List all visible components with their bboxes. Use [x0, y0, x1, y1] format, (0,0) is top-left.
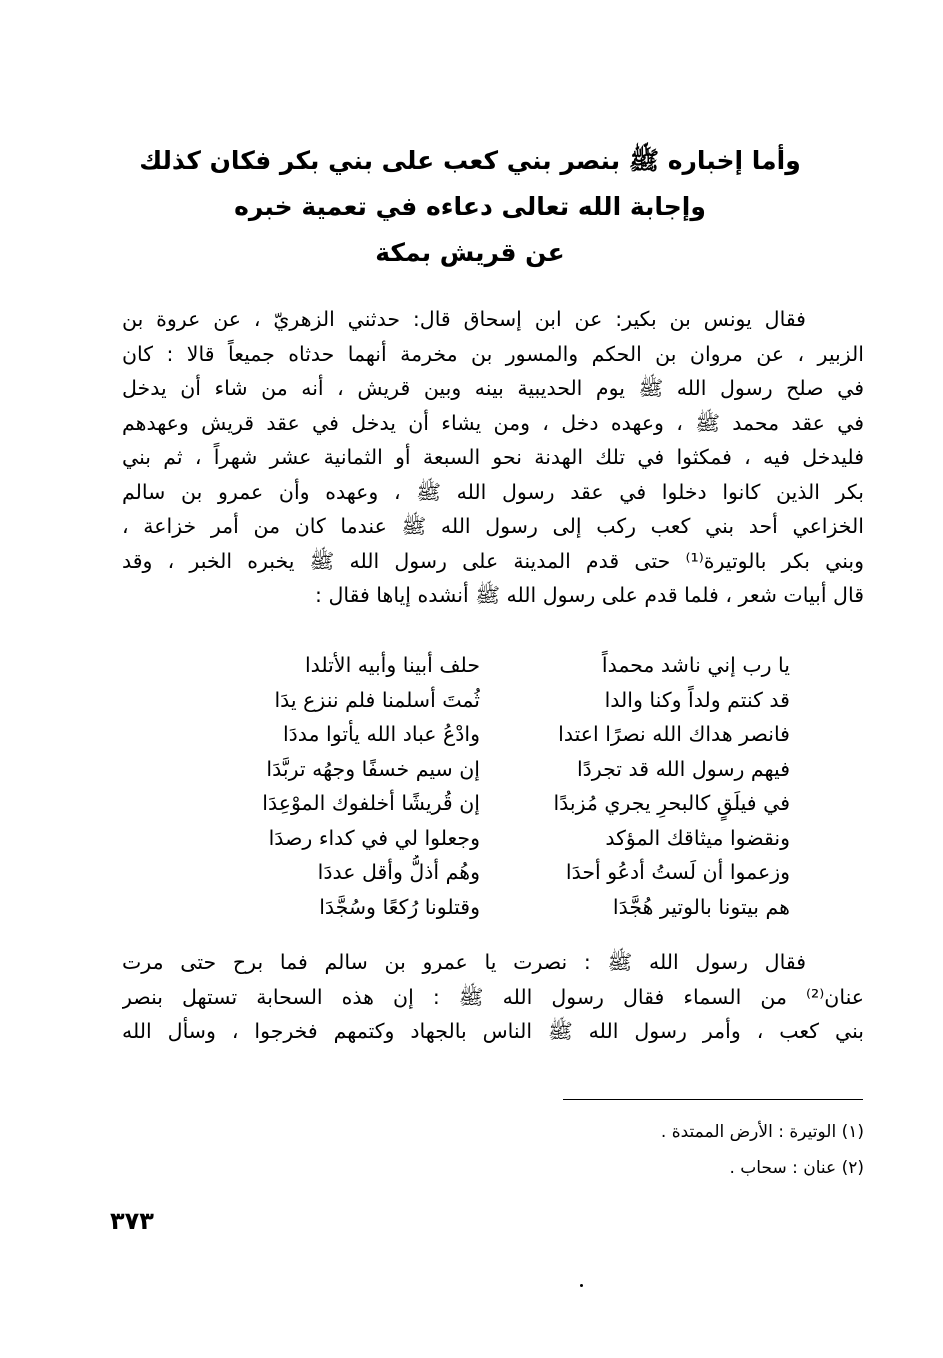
poem-verse — [190, 855, 790, 890]
verse-first-hemistich: هم بيتونا بالوتير هُجَّدَا — [612, 894, 790, 919]
verse-second-hemistich: وقتلونا رُكعًا وسُجَّدَا — [319, 894, 480, 919]
section-heading — [120, 138, 820, 276]
verse-first-hemistich: ونقضوا ميثاقك المؤكد — [605, 825, 790, 850]
heading-line-2: وإجابة الله تعالى دعاءه في تعمية خبره — [234, 192, 706, 221]
heading-line-1: وأما إخباره ﷺ بنصر بني كعب على بني بكر فكان كذلك — [139, 146, 801, 175]
verse-first-hemistich: في فيلَقٍ كالبحرِ يجري مُزبدًا — [553, 791, 790, 815]
heading-line-3: عن قريش بمكة — [375, 238, 565, 267]
verse-second-hemistich: وادْعُ عباد الله يأتوا مددَا — [282, 722, 480, 746]
prose-line: الخزاعي أحد بني كعب ركب إلى رسول الله ﷺ عندما كان من أمر خزاعة ، — [122, 514, 864, 538]
poem-verse — [190, 683, 790, 718]
verse-second-hemistich: ثُمتَ أسلمنا فلم ننزع يدَا — [274, 687, 480, 712]
footnote-1: (١) الوتيرة : الأرض الممتدة . — [660, 1122, 864, 1142]
footnote-2: (٢) عنان : سحاب . — [729, 1158, 864, 1178]
poem-verse — [190, 752, 790, 787]
prose-line: فقال رسول الله ﷺ : نصرت يا عمرو بن سالم فما برح حتى مرت — [122, 950, 806, 974]
verse-second-hemistich: وهُم أذلُّ وأقل عددَا — [317, 860, 480, 884]
prose-line: فليدخل فيه ، فمكثوا في تلك الهدنة نحو السبعة أو الثمانية عشر شهراً ، ثم بني — [122, 445, 864, 469]
poem-verse — [190, 786, 790, 821]
prose-line: بني كعب ، وأمر رسول الله ﷺ الناس بالجهاد وكتمهم فخرجوا ، وسأل الله — [122, 1019, 864, 1043]
poem-verse — [190, 648, 790, 683]
poem-verse — [190, 821, 790, 856]
verse-second-hemistich: إن سيم خسفًا وجهُه تربَّدَا — [266, 756, 480, 781]
poem-verse — [190, 890, 790, 925]
prose-line: فقال يونس بن بكير: عن ابن إسحاق قال: حدثني الزهريّ ، عن عروة بن — [122, 307, 806, 331]
verse-second-hemistich: وجعلوا لي في كداء رصدَا — [268, 825, 480, 850]
footnote-divider — [563, 1099, 863, 1100]
prose-line: عنان⁽²⁾ من السماء فقال رسول الله ﷺ : إن هذه السحابة تستهل بنصر — [122, 984, 864, 1009]
poem — [190, 648, 790, 924]
verse-first-hemistich: يا رب إني ناشد محمداً — [601, 653, 790, 677]
prose-line: في صلح رسول الله ﷺ يوم الحديبية بينه وبين قريش ، أنه من شاء أن يدخل — [122, 376, 864, 400]
prose-line: في عقد محمد ﷺ ، وعهده دخل ، ومن يشاء أن يدخل في عقد قريش وعهدهم — [122, 410, 864, 435]
scan-dot-mark — [580, 1284, 583, 1287]
verse-first-hemistich: فيهم رسول الله قد تجردًا — [576, 756, 790, 781]
verse-first-hemistich: قد كنتم ولداً وكنا والدا — [604, 687, 790, 712]
footnotes — [450, 1114, 864, 1186]
verse-second-hemistich: إن قُريشًا أخلفوك الموْعِدَا — [262, 791, 480, 815]
prose-after-poem — [122, 945, 864, 1049]
prose-before-poem — [122, 302, 864, 613]
verse-first-hemistich: وزعموا أن لَستُ أدعُو أحدَا — [565, 860, 790, 884]
poem-verse — [190, 717, 790, 752]
prose-line: قال أبيات شعر ، فلما قدم على رسول الله ﷺ أنشده إياها فقال : — [315, 583, 864, 607]
page-number: ٣٧٣ — [110, 1207, 154, 1235]
prose-line: الزبير ، عن مروان بن الحكم والمسور بن مخرمة أنهما حدثاه جميعاً قالا : كان — [122, 341, 864, 366]
verse-first-hemistich: فانصر هداك الله نصرًا اعتدا — [558, 722, 790, 746]
prose-line: بكر الذين كانوا دخلوا في عقد رسول الله ﷺ ، وعهده وأن عمرو بن سالم — [122, 479, 864, 504]
prose-line: وبني بكر بالوتيرة⁽¹⁾ حتى قدم المدينة على رسول الله ﷺ يخبره الخبر ، وقد — [122, 548, 864, 573]
verse-second-hemistich: حلف أبينا وأبيه الأتلدا — [304, 653, 480, 677]
